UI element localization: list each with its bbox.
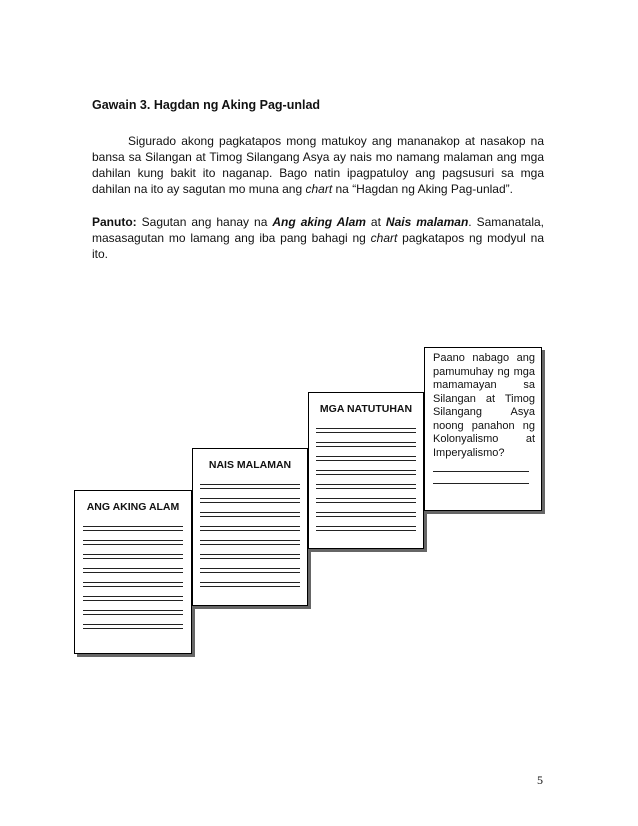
step-box-nais-malaman bbox=[192, 448, 308, 606]
answer-line[interactable] bbox=[316, 475, 416, 489]
instruction-text-a: Sagutan ang hanay na bbox=[136, 215, 273, 229]
answer-line[interactable] bbox=[83, 517, 183, 531]
answer-lines[interactable] bbox=[433, 460, 535, 484]
step-box-question bbox=[424, 347, 542, 511]
answer-lines[interactable] bbox=[193, 475, 307, 587]
answer-line[interactable] bbox=[316, 447, 416, 461]
step-title: MGA NATUTUHAN bbox=[319, 403, 413, 415]
instruction-col-alam: Ang aking Alam bbox=[272, 215, 366, 229]
answer-line[interactable] bbox=[200, 503, 300, 517]
answer-line[interactable] bbox=[83, 531, 183, 545]
step-title: NAIS MALAMAN bbox=[208, 459, 292, 471]
answer-line[interactable] bbox=[200, 531, 300, 545]
answer-line[interactable] bbox=[433, 460, 529, 472]
answer-lines[interactable] bbox=[75, 517, 191, 629]
answer-line[interactable] bbox=[316, 461, 416, 475]
answer-line[interactable] bbox=[433, 472, 529, 484]
step-box-ang-aking-alam bbox=[74, 490, 192, 654]
instruction-chart-word: chart bbox=[370, 231, 398, 245]
answer-line[interactable] bbox=[83, 587, 183, 601]
answer-line[interactable] bbox=[316, 503, 416, 517]
page-number: 5 bbox=[537, 773, 543, 787]
answer-line[interactable] bbox=[200, 573, 300, 587]
answer-line[interactable] bbox=[83, 601, 183, 615]
answer-line[interactable] bbox=[200, 545, 300, 559]
answer-line[interactable] bbox=[83, 573, 183, 587]
intro-text-end: na “Hagdan ng Aking Pag-unlad”. bbox=[332, 182, 513, 196]
answer-line[interactable] bbox=[200, 517, 300, 531]
instruction-label: Panuto: bbox=[92, 215, 137, 229]
intro-chart-word: chart bbox=[305, 182, 333, 196]
answer-line[interactable] bbox=[316, 517, 416, 531]
answer-line[interactable] bbox=[316, 419, 416, 433]
intro-text: Sigurado akong pagkatapos mong matukoy ang mananakop at nasakop na bansa sa Silangan at Timog Silangang Asya ay nais mo namang malaman ang mga dahilan kung bakit ito naganap. Bago natin ipagpatuloy ang pagsusuri sa mga dahilan na ito ay sagutan mo muna ang bbox=[92, 134, 544, 196]
instruction-text-c: at bbox=[365, 215, 386, 229]
activity-heading: Gawain 3. Hagdan ng Aking Pag-unlad bbox=[92, 98, 321, 112]
step-box-mga-natutuhan bbox=[308, 392, 424, 549]
answer-line[interactable] bbox=[83, 615, 183, 629]
step-question: Paano nabago ang pamumuhay ng mga mamamayan sa Silangan at Timog Silangang Asya noong panahon ng Kolonyalismo at Imperyalismo? bbox=[433, 352, 535, 459]
instruction-col-nais: Nais malaman bbox=[385, 215, 469, 229]
answer-lines[interactable] bbox=[309, 419, 423, 531]
answer-line[interactable] bbox=[316, 489, 416, 503]
answer-line[interactable] bbox=[200, 559, 300, 573]
answer-line[interactable] bbox=[200, 475, 300, 489]
instruction-text-e: . Samanatala, masasagutan mo lamang ang iba pang bahagi ng bbox=[92, 215, 544, 245]
answer-line[interactable] bbox=[316, 433, 416, 447]
answer-line[interactable] bbox=[83, 559, 183, 573]
answer-line[interactable] bbox=[83, 545, 183, 559]
instruction-text-f: pagkatapos ng modyul na ito. bbox=[92, 231, 545, 261]
intro-paragraph bbox=[92, 133, 544, 197]
step-title: ANG AKING ALAM bbox=[86, 501, 180, 513]
instruction-paragraph bbox=[92, 214, 544, 262]
answer-line[interactable] bbox=[200, 489, 300, 503]
